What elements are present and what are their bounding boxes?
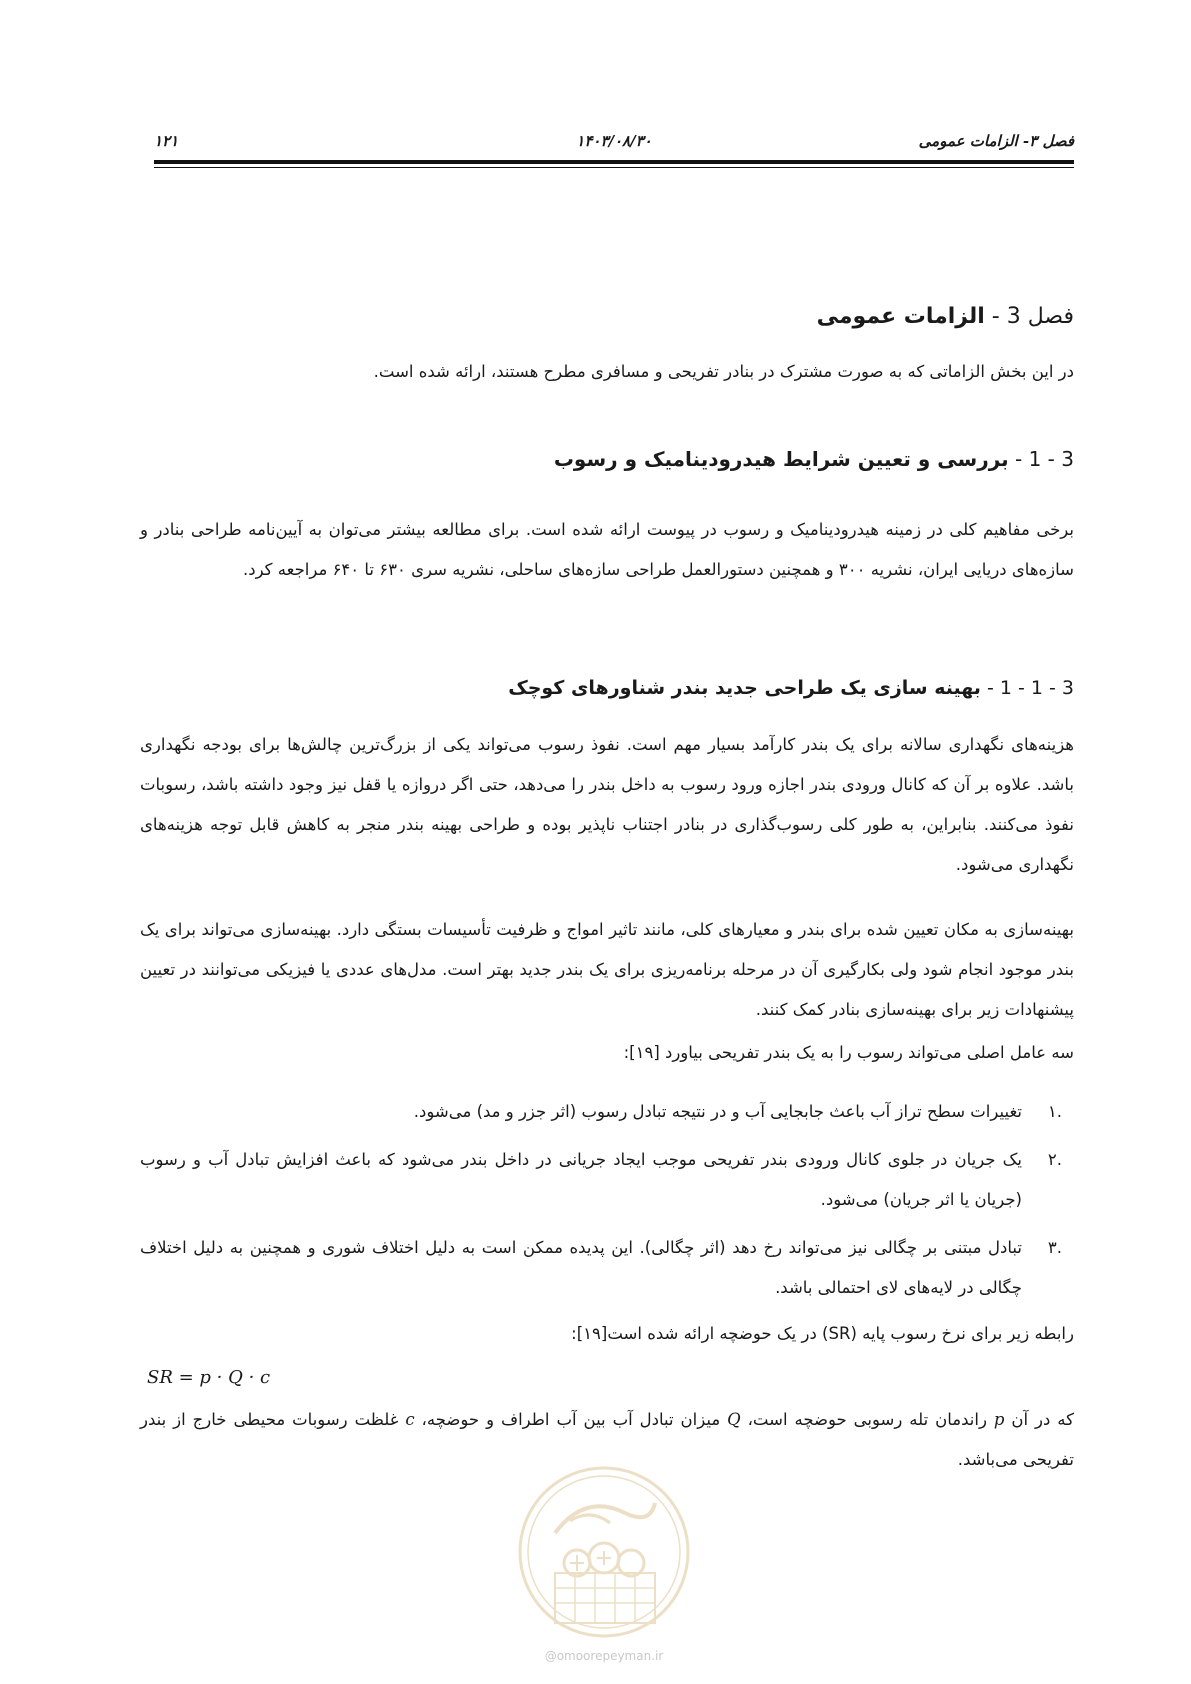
- formula-lead: رابطه زیر برای نرخ رسوب پایه (SR) در یک حوضچه ارائه شده است[۱۹]:: [571, 1324, 1074, 1343]
- var-c: c: [405, 1410, 415, 1429]
- watermark-url: @omoorepeyman.ir: [544, 1649, 664, 1663]
- watermark-logo-icon: [515, 1463, 693, 1641]
- subsection-title: بهینه سازی یک طراحی جدید بندر شناورهای کوچک: [508, 677, 981, 699]
- subsection-number: 3 - 1 - 1 -: [980, 677, 1074, 699]
- list-item-text: تغییرات سطح تراز آب باعث جابجایی آب و در نتیجه تبادل رسوب (اثر جزر و مد) می‌شود.: [413, 1102, 1022, 1121]
- factors-list: [140, 1092, 1074, 1316]
- explanation-text: میزان تبادل آب بین آب اطراف و حوضچه،: [414, 1410, 728, 1429]
- chapter-heading-prefix: فصل 3 -: [984, 304, 1074, 329]
- list-item-number: .۳: [1047, 1238, 1062, 1257]
- header-rule-thick: [154, 160, 1074, 164]
- list-item-text: تبادل مبتنی بر چگالی نیز می‌تواند رخ دهد (اثر چگالی). این پدیده ممکن است به دلیل اختلاف شوری و همچنین به دلیل اختلاف چگالی در لایه‌های لای احتمالی باشد.: [140, 1238, 1022, 1297]
- explanation-text: که در آن: [1004, 1410, 1075, 1429]
- chapter-intro: در این بخش الزاماتی که به صورت مشترک در بنادر تفریحی و مسافری مطرح هستند، ارائه شده است.: [373, 362, 1074, 381]
- section-heading: [554, 447, 1074, 471]
- section-title: بررسی و تعیین شرایط هیدرودینامیک و رسوب: [553, 447, 1009, 471]
- list-item-text: یک جریان در جلوی کانال ورودی بندر تفریحی موجب ایجاد جریانی در داخل بندر می‌شود که باعث افزایش تبادل آب و رسوب (جریان یا اثر جریان) می‌شود.: [140, 1150, 1022, 1209]
- running-header: [154, 128, 1074, 156]
- list-lead: سه عامل اصلی می‌تواند رسوب را به یک بندر تفریحی بیاورد [۱۹]:: [623, 1043, 1074, 1062]
- subsection-paragraph-1: هزینه‌های نگهداری سالانه برای یک بندر کارآمد بسیار مهم است. نفوذ رسوب می‌تواند یکی از بزرگ‌ترین چالش‌ها برای بودجه نگهداری باشد. علاوه بر آن که کانال ورودی بندر اجازه ورود رسوب به داخل بندر را می‌دهد، حتی اگر دروازه یا قفل نیز وجود داشته باشد، رسوبات نفوذ می‌کنند. بنابراین، به طور کلی رسوب‌گذاری در بنادر اجتناب ناپذیر بوده و طراحی بهینه بندر منجر به کاهش قابل توجه هزینه‌های نگهداری می‌شود.: [140, 735, 1074, 874]
- list-item: [140, 1092, 1074, 1132]
- var-q: Q: [727, 1410, 741, 1429]
- list-item-number: .۲: [1047, 1150, 1062, 1169]
- header-page-number: ۱۲۱: [154, 132, 179, 150]
- explanation-text: غلظت رسوبات محیطی خارج از بندر تفریحی می‌باشد.: [140, 1410, 1074, 1469]
- list-item: [140, 1140, 1074, 1220]
- chapter-heading-title: الزامات عمومی: [816, 304, 985, 329]
- header-date: ۱۴۰۳/۰۸/۳۰: [576, 132, 652, 150]
- section-paragraph: برخی مفاهیم کلی در زمینه هیدرودینامیک و رسوب در پیوست ارائه شده است. برای مطالعه بیشتر می‌توان به آیین‌نامه طراحی بنادر و سازه‌های دریایی ایران، نشریه ۳۰۰ و همچنین دستورالعمل طراحی سازه‌های ساحلی، نشریه سری ۶۳۰ تا ۶۴۰ مراجعه کرد.: [140, 520, 1074, 579]
- header-rule-thin: [154, 167, 1074, 168]
- sedimentation-rate-formula: SR = p · Q · c: [147, 1367, 271, 1388]
- section-number: 3 - 1 -: [1008, 447, 1074, 471]
- subsection-heading: [508, 677, 1074, 699]
- list-item: [140, 1228, 1074, 1308]
- explanation-text: راندمان تله رسوبی حوضچه است،: [740, 1410, 994, 1429]
- list-item-number: .۱: [1047, 1102, 1062, 1121]
- header-chapter-title: فصل ۳- الزامات عمومی: [918, 132, 1074, 150]
- chapter-heading: [817, 304, 1074, 329]
- subsection-paragraph-2: بهینه‌سازی به مکان تعیین شده برای بندر و معیارهای کلی، مانند تاثیر امواج و ظرفیت تأسیسات بستگی دارد. بهینه‌سازی می‌تواند برای یک بندر موجود انجام شود ولی بکارگیری آن در مرحله برنامه‌ریزی برای یک بندر جدید بهتر است. مدل‌های عددی یا فیزیکی می‌توانند در تعیین پیشنهادات زیر برای بهینه‌سازی بنادر کمک کنند.: [140, 920, 1074, 1019]
- var-p: p: [993, 1410, 1005, 1429]
